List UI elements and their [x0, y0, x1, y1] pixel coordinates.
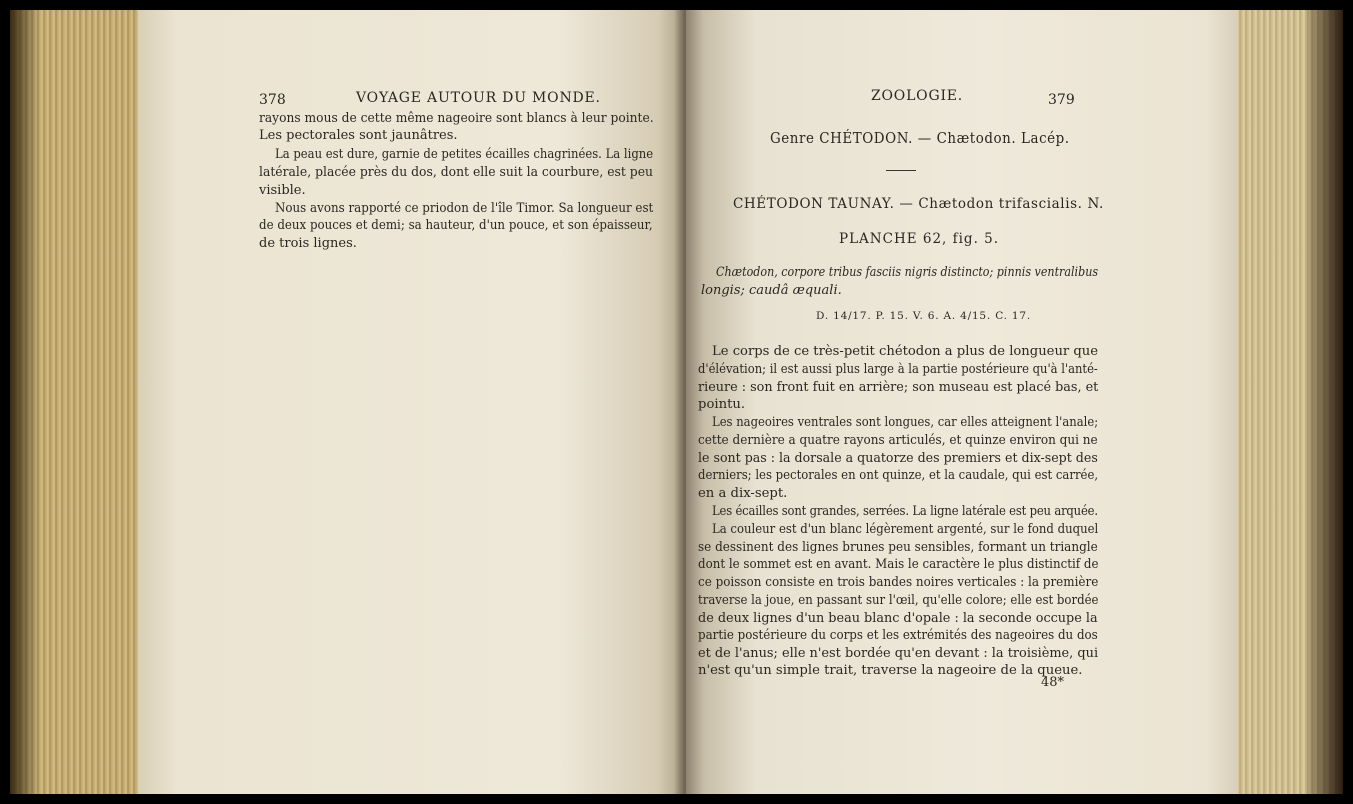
show-through-text [278, 300, 282, 317]
text-line: et de l'anus; elle n'est bordée qu'en devant : la troisième, qui [698, 646, 1099, 661]
text-line: de deux lignes d'un beau blanc d'opale : la seconde occupe la [698, 611, 1098, 626]
text-line: ce poisson consiste en trois bandes noires verticales : la première [698, 575, 1099, 590]
text-line: pointu. [698, 397, 746, 412]
text-line: rieure : son front fuit en arrière; son museau est placé bas, et [698, 380, 1099, 395]
text-line: Les pectorales sont jaunâtres. [259, 128, 458, 143]
genus-heading: Genre CHÉTODON. — Chætodon. Lacép. [770, 131, 1070, 147]
right-page [686, 10, 1238, 794]
text-line: traverse la joue, en passant sur l'œil, qu'elle colore; elle est bordée [698, 593, 1099, 608]
latin-description-line: longis; caudâ æquali. [701, 283, 842, 298]
text-line: de deux pouces et demi; sa hauteur, d'un pouce, et son épaisseur, [259, 218, 653, 233]
text-line: Nous avons rapporté ce priodon de l'île Timor. Sa longueur est [275, 201, 654, 216]
text-line: le sont pas : la dorsale a quatorze des premiers et dix-sept des [698, 451, 1098, 466]
text-line: de trois lignes. [259, 236, 357, 251]
text-line: La peau est dure, garnie de petites écailles chagrinées. La ligne [275, 147, 654, 162]
text-line: La couleur est d'un blanc légèrement argenté, sur le fond duquel [712, 522, 1099, 537]
right-page-number: 379 [1048, 92, 1075, 108]
text-line: dont le sommet est en avant. Mais le caractère le plus distinctif de [698, 557, 1099, 572]
text-line: d'élévation; il est aussi plus large à la partie postérieure qu'à l'anté- [698, 362, 1098, 377]
text-line: en a dix-sept. [698, 486, 788, 501]
plate-reference: PLANCHE 62, fig. 5. [839, 231, 1000, 247]
book-scan [10, 10, 1343, 794]
text-line: se dessinent des lignes brunes peu sensibles, formant un triangle [698, 540, 1098, 555]
text-line: partie postérieure du corps et les extrémités des nageoires du dos [698, 628, 1098, 643]
species-heading: CHÉTODON TAUNAY. — Chætodon trifascialis. N. [733, 196, 1104, 212]
text-line: n'est qu'un simple trait, traverse la nageoire de la queue. [698, 663, 1083, 678]
text-line: derniers; les pectorales en ont quinze, et la caudale, qui est carrée, [698, 468, 1099, 483]
text-line: latérale, placée près du dos, dont elle suit la courbure, est peu [259, 165, 654, 180]
fin-formula: D. 14/17. P. 15. V. 6. A. 4/15. C. 17. [816, 310, 1032, 322]
latin-description-line: Chætodon, corpore tribus fasciis nigris distincto; pinnis ventralibus [716, 265, 1099, 280]
text-line: Le corps de ce très-petit chétodon a plus de longueur que [712, 344, 1099, 359]
heading-rule [886, 170, 916, 171]
text-line: cette dernière a quatre rayons articulés, et quinze environ qui ne [698, 433, 1098, 448]
left-running-head: VOYAGE AUTOUR DU MONDE. [356, 90, 601, 106]
right-running-head: ZOOLOGIE. [871, 88, 964, 104]
left-page [138, 10, 686, 794]
left-page-number: 378 [259, 92, 286, 108]
signature-mark: 48* [1041, 675, 1065, 690]
text-line: rayons mous de cette même nageoire sont blancs à leur pointe. [259, 111, 654, 126]
text-line: Les écailles sont grandes, serrées. La ligne latérale est peu arquée. [712, 504, 1098, 519]
text-line: visible. [259, 183, 306, 198]
text-line: Les nageoires ventrales sont longues, car elles atteignent l'anale; [712, 415, 1099, 430]
